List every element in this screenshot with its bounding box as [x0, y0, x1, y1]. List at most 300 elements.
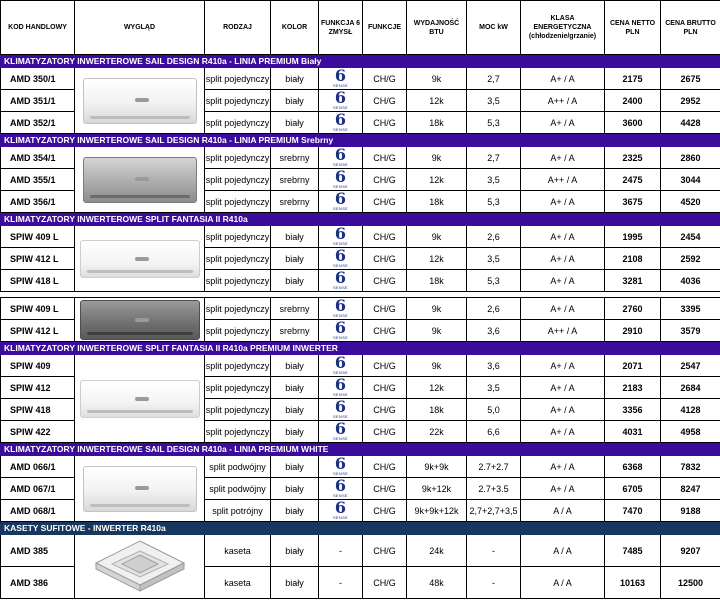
- cell-btu: 48k: [407, 567, 467, 599]
- sixth-sense-tag: SENSE: [332, 335, 349, 340]
- cell-btu: 18k: [407, 399, 467, 421]
- cell-power: 5,3: [467, 191, 521, 213]
- cell-color: biały: [271, 456, 319, 478]
- cell-net-price: 2760: [605, 298, 661, 320]
- sixth-sense-logo-icon: [331, 270, 351, 290]
- cell-color: biały: [271, 248, 319, 270]
- section-header-row: [1, 443, 720, 456]
- sixth-sense-tag: SENSE: [332, 414, 349, 419]
- cell-code: AMD 356/1: [1, 191, 75, 213]
- cell-color: srebrny: [271, 298, 319, 320]
- unit-logo: [135, 486, 149, 490]
- cell-gross-price: 4036: [661, 270, 720, 292]
- sixth-sense-tag: SENSE: [332, 83, 349, 88]
- cell-sixth-sense: [319, 298, 363, 320]
- unit-logo: [135, 98, 149, 102]
- cell-power: 3,5: [467, 377, 521, 399]
- cell-net-price: 3356: [605, 399, 661, 421]
- cell-code: AMD 066/1: [1, 456, 75, 478]
- unit-logo: [135, 397, 149, 401]
- cell-gross-price: 2454: [661, 226, 720, 248]
- sixth-sense-logo-icon: [331, 421, 351, 441]
- sixth-sense-logo-icon: [331, 298, 351, 318]
- table-row: [1, 456, 720, 478]
- unit-vent: [87, 410, 193, 413]
- cell-btu: 12k: [407, 248, 467, 270]
- sixth-sense-number: 6: [334, 455, 347, 473]
- cell-code: SPIW 412 L: [1, 320, 75, 342]
- section-header-row: [1, 213, 720, 226]
- ceiling-cassette-image: [92, 537, 188, 595]
- header-energy-class: KLASA ENERGETYCZNA (chłodzenie/grzanie): [521, 1, 605, 55]
- cell-functions: CH/G: [363, 226, 407, 248]
- header-functions: FUNKCJE: [363, 1, 407, 55]
- cell-gross-price: 2675: [661, 68, 720, 90]
- sixth-sense-logo-icon: [331, 248, 351, 268]
- cell-color: biały: [271, 500, 319, 522]
- sixth-sense-number: 6: [334, 319, 347, 337]
- sixth-sense-tag: SENSE: [332, 263, 349, 268]
- sixth-sense-logo-icon: [331, 377, 351, 397]
- cell-color: biały: [271, 421, 319, 443]
- cell-appearance: [75, 226, 205, 292]
- section-title: KLIMATYZATORY INWERTEROWE SPLIT FANTASIA II R410a PREMIUM INWERTER: [1, 342, 720, 355]
- cell-color: srebrny: [271, 169, 319, 191]
- cell-functions: CH/G: [363, 535, 407, 567]
- cell-sixth-sense: [319, 421, 363, 443]
- table-row: [1, 147, 720, 169]
- cell-energy-class: A+ / A: [521, 399, 605, 421]
- sixth-sense-tag: SENSE: [332, 127, 349, 132]
- cell-gross-price: 4958: [661, 421, 720, 443]
- sixth-sense-logo-icon: [331, 112, 351, 132]
- sixth-sense-tag: SENSE: [332, 493, 349, 498]
- table-header-row: [1, 1, 720, 55]
- cell-functions: CH/G: [363, 478, 407, 500]
- silver-wall-unit-image: [83, 157, 197, 203]
- cell-type: split pojedynczy: [205, 320, 271, 342]
- cell-type: kaseta: [205, 567, 271, 599]
- cell-functions: CH/G: [363, 456, 407, 478]
- sixth-sense-tag: SENSE: [332, 285, 349, 290]
- cell-btu: 18k: [407, 270, 467, 292]
- cell-sixth-sense: -: [319, 567, 363, 599]
- section-header-row: [1, 342, 720, 355]
- cell-type: split podwójny: [205, 456, 271, 478]
- cell-gross-price: 3395: [661, 298, 720, 320]
- cell-power: 6,6: [467, 421, 521, 443]
- cell-code: AMD 350/1: [1, 68, 75, 90]
- cell-btu: 9k+12k: [407, 478, 467, 500]
- sixth-sense-number: 6: [334, 111, 347, 129]
- cell-functions: CH/G: [363, 377, 407, 399]
- cell-gross-price: 7832: [661, 456, 720, 478]
- header-code: KOD HANDLOWY: [1, 1, 75, 55]
- cell-btu: 12k: [407, 169, 467, 191]
- sixth-sense-logo-icon: [331, 320, 351, 340]
- sixth-sense-number: 6: [334, 168, 347, 186]
- sixth-sense-logo-icon: [331, 147, 351, 167]
- cell-functions: CH/G: [363, 248, 407, 270]
- sixth-sense-number: 6: [334, 67, 347, 85]
- cell-sixth-sense: [319, 226, 363, 248]
- cell-code: SPIW 418: [1, 399, 75, 421]
- cell-functions: CH/G: [363, 421, 407, 443]
- cell-gross-price: 9188: [661, 500, 720, 522]
- unit-logo: [135, 177, 149, 181]
- cell-energy-class: A+ / A: [521, 68, 605, 90]
- sixth-sense-number: 6: [334, 499, 347, 517]
- cell-type: split pojedynczy: [205, 68, 271, 90]
- cell-sixth-sense: [319, 377, 363, 399]
- cell-type: split pojedynczy: [205, 90, 271, 112]
- cell-btu: 22k: [407, 421, 467, 443]
- unit-logo: [135, 257, 149, 261]
- sixth-sense-logo-icon: [331, 226, 351, 246]
- table-row: [1, 535, 720, 567]
- cell-power: 3,6: [467, 355, 521, 377]
- cell-code: SPIW 409 L: [1, 226, 75, 248]
- cell-functions: CH/G: [363, 399, 407, 421]
- section-title: KLIMATYZATORY INWERTEROWE SAIL DESIGN R410a - LINIA PREMIUM Srebrny: [1, 134, 720, 147]
- cell-power: 5,0: [467, 399, 521, 421]
- cell-energy-class: A++ / A: [521, 90, 605, 112]
- cell-btu: 12k: [407, 90, 467, 112]
- cell-sixth-sense: [319, 68, 363, 90]
- section-title: KLIMATYZATORY INWERTEROWE SAIL DESIGN R410a - LINIA PREMIUM WHITE: [1, 443, 720, 456]
- cell-type: split pojedynczy: [205, 399, 271, 421]
- cell-energy-class: A++ / A: [521, 320, 605, 342]
- cell-net-price: 2183: [605, 377, 661, 399]
- cell-net-price: 3600: [605, 112, 661, 134]
- header-btu: WYDAJNOŚĆ BTU: [407, 1, 467, 55]
- section-title: KLIMATYZATORY INWERTEROWE SPLIT FANTASIA II R410a: [1, 213, 720, 226]
- sixth-sense-number: 6: [334, 89, 347, 107]
- cell-type: split pojedynczy: [205, 377, 271, 399]
- sixth-sense-tag: SENSE: [332, 184, 349, 189]
- cell-gross-price: 2592: [661, 248, 720, 270]
- table-row: [1, 355, 720, 377]
- white-wall-unit-image: [83, 78, 197, 124]
- cell-power: 3,5: [467, 248, 521, 270]
- cell-energy-class: A+ / A: [521, 456, 605, 478]
- cell-power: 2,7: [467, 68, 521, 90]
- cell-net-price: 10163: [605, 567, 661, 599]
- sixth-sense-tag: SENSE: [332, 392, 349, 397]
- cell-sixth-sense: [319, 478, 363, 500]
- cell-appearance: [75, 298, 205, 342]
- unit-vent: [90, 504, 190, 507]
- cell-net-price: 7470: [605, 500, 661, 522]
- table-row: [1, 226, 720, 248]
- white-fantasia-premium-unit-image: [80, 380, 200, 418]
- cell-sixth-sense: [319, 355, 363, 377]
- cell-btu: 9k: [407, 320, 467, 342]
- cell-power: 3,5: [467, 90, 521, 112]
- sixth-sense-tag: SENSE: [332, 313, 349, 318]
- cell-type: split pojedynczy: [205, 169, 271, 191]
- cell-btu: 18k: [407, 112, 467, 134]
- cell-appearance: [75, 456, 205, 522]
- cell-energy-class: A / A: [521, 567, 605, 599]
- header-sixth-sense: FUNKCJA 6 ZMYSŁ: [319, 1, 363, 55]
- cell-sixth-sense: [319, 399, 363, 421]
- sixth-sense-number: 6: [334, 297, 347, 315]
- cell-energy-class: A+ / A: [521, 478, 605, 500]
- cell-net-price: 7485: [605, 535, 661, 567]
- cell-energy-class: A+ / A: [521, 377, 605, 399]
- sixth-sense-number: 6: [334, 269, 347, 287]
- cell-type: split pojedynczy: [205, 248, 271, 270]
- cell-color: biały: [271, 355, 319, 377]
- cell-energy-class: A / A: [521, 500, 605, 522]
- cell-appearance: [75, 147, 205, 213]
- sixth-sense-tag: SENSE: [332, 162, 349, 167]
- sixth-sense-tag: SENSE: [332, 206, 349, 211]
- sixth-sense-number: 6: [334, 398, 347, 416]
- cell-code: AMD 354/1: [1, 147, 75, 169]
- sixth-sense-number: 6: [334, 376, 347, 394]
- header-net-price: CENA NETTO PLN: [605, 1, 661, 55]
- cell-functions: CH/G: [363, 270, 407, 292]
- cell-type: split pojedynczy: [205, 147, 271, 169]
- table-row: [1, 298, 720, 320]
- sixth-sense-tag: SENSE: [332, 515, 349, 520]
- sixth-sense-tag: SENSE: [332, 241, 349, 246]
- cell-type: split pojedynczy: [205, 112, 271, 134]
- sixth-sense-tag: SENSE: [332, 105, 349, 110]
- cell-net-price: 2108: [605, 248, 661, 270]
- cell-color: biały: [271, 90, 319, 112]
- cell-net-price: 2475: [605, 169, 661, 191]
- cell-code: AMD 385: [1, 535, 75, 567]
- cell-code: SPIW 409 L: [1, 298, 75, 320]
- cell-btu: 9k: [407, 298, 467, 320]
- cell-color: biały: [271, 112, 319, 134]
- cell-code: AMD 068/1: [1, 500, 75, 522]
- cell-btu: 9k: [407, 68, 467, 90]
- cell-color: biały: [271, 535, 319, 567]
- cell-code: AMD 386: [1, 567, 75, 599]
- cell-btu: 18k: [407, 191, 467, 213]
- cell-btu: 24k: [407, 535, 467, 567]
- cell-color: biały: [271, 68, 319, 90]
- sixth-sense-number: 6: [334, 146, 347, 164]
- sixth-sense-number: 6: [334, 420, 347, 438]
- cell-energy-class: A+ / A: [521, 112, 605, 134]
- cell-gross-price: 4428: [661, 112, 720, 134]
- cell-power: 2,7+2,7+3,5: [467, 500, 521, 522]
- cell-net-price: 6368: [605, 456, 661, 478]
- cell-net-price: 2400: [605, 90, 661, 112]
- cell-net-price: 3675: [605, 191, 661, 213]
- sixth-sense-tag: SENSE: [332, 436, 349, 441]
- table-body: [1, 55, 720, 599]
- cell-net-price: 2910: [605, 320, 661, 342]
- cell-power: 5,3: [467, 112, 521, 134]
- cell-code: SPIW 412: [1, 377, 75, 399]
- cell-gross-price: 4520: [661, 191, 720, 213]
- sixth-sense-number: 6: [334, 247, 347, 265]
- unit-logo: [135, 318, 149, 322]
- cell-code: SPIW 422: [1, 421, 75, 443]
- cell-net-price: 2175: [605, 68, 661, 90]
- unit-vent: [87, 270, 193, 273]
- cell-btu: 9k+9k+12k: [407, 500, 467, 522]
- sixth-sense-tag: SENSE: [332, 370, 349, 375]
- cell-functions: CH/G: [363, 355, 407, 377]
- cell-color: biały: [271, 567, 319, 599]
- cell-btu: 9k: [407, 226, 467, 248]
- cell-appearance: [75, 535, 205, 599]
- cell-code: AMD 067/1: [1, 478, 75, 500]
- cell-type: split pojedynczy: [205, 226, 271, 248]
- cell-power: 2,6: [467, 226, 521, 248]
- header-power: MOC kW: [467, 1, 521, 55]
- table-row: [1, 68, 720, 90]
- header-color: KOLOR: [271, 1, 319, 55]
- cell-power: 3,5: [467, 169, 521, 191]
- cell-gross-price: 2952: [661, 90, 720, 112]
- cell-energy-class: A+ / A: [521, 298, 605, 320]
- cell-functions: CH/G: [363, 169, 407, 191]
- cell-appearance: [75, 68, 205, 134]
- cell-color: srebrny: [271, 191, 319, 213]
- cell-sixth-sense: [319, 320, 363, 342]
- unit-vent: [87, 332, 193, 335]
- cell-power: 2,6: [467, 298, 521, 320]
- cell-gross-price: 3044: [661, 169, 720, 191]
- cell-functions: CH/G: [363, 500, 407, 522]
- sixth-sense-logo-icon: [331, 478, 351, 498]
- cell-power: -: [467, 567, 521, 599]
- section-header-row: [1, 55, 720, 68]
- cell-functions: CH/G: [363, 68, 407, 90]
- cell-functions: CH/G: [363, 298, 407, 320]
- sixth-sense-logo-icon: [331, 500, 351, 520]
- cell-type: split pojedynczy: [205, 298, 271, 320]
- cell-type: split podwójny: [205, 478, 271, 500]
- cell-type: split pojedynczy: [205, 270, 271, 292]
- cell-color: srebrny: [271, 320, 319, 342]
- cell-energy-class: A+ / A: [521, 355, 605, 377]
- header-gross-price: CENA BRUTTO PLN: [661, 1, 720, 55]
- cell-color: biały: [271, 226, 319, 248]
- cell-sixth-sense: [319, 90, 363, 112]
- cell-energy-class: A+ / A: [521, 226, 605, 248]
- sixth-sense-number: 6: [334, 225, 347, 243]
- sixth-sense-number: 6: [334, 354, 347, 372]
- cell-energy-class: A / A: [521, 535, 605, 567]
- sixth-sense-logo-icon: [331, 456, 351, 476]
- cell-gross-price: 2860: [661, 147, 720, 169]
- gray-fantasia-unit-image: [80, 300, 200, 340]
- cell-color: biały: [271, 399, 319, 421]
- sixth-sense-number: 6: [334, 477, 347, 495]
- cell-btu: 12k: [407, 377, 467, 399]
- cell-functions: CH/G: [363, 147, 407, 169]
- section-title: KLIMATYZATORY INWERTEROWE SAIL DESIGN R410a - LINIA PREMIUM Biały: [1, 55, 720, 68]
- cell-energy-class: A+ / A: [521, 248, 605, 270]
- cell-code: SPIW 418 L: [1, 270, 75, 292]
- cell-sixth-sense: [319, 500, 363, 522]
- cell-sixth-sense: -: [319, 535, 363, 567]
- cell-sixth-sense: [319, 112, 363, 134]
- cell-type: split pojedynczy: [205, 191, 271, 213]
- cell-color: biały: [271, 270, 319, 292]
- cell-code: SPIW 409: [1, 355, 75, 377]
- cell-functions: CH/G: [363, 191, 407, 213]
- cell-net-price: 1995: [605, 226, 661, 248]
- cell-net-price: 2325: [605, 147, 661, 169]
- cell-power: 2.7+2.7: [467, 456, 521, 478]
- cell-code: AMD 355/1: [1, 169, 75, 191]
- cell-functions: CH/G: [363, 112, 407, 134]
- cell-appearance: [75, 355, 205, 443]
- cell-net-price: 6705: [605, 478, 661, 500]
- section-title: KASETY SUFITOWE - INWERTER R410a: [1, 522, 720, 535]
- unit-vent: [90, 116, 190, 119]
- cell-sixth-sense: [319, 456, 363, 478]
- cell-functions: CH/G: [363, 320, 407, 342]
- cell-energy-class: A+ / A: [521, 191, 605, 213]
- cell-type: kaseta: [205, 535, 271, 567]
- cell-sixth-sense: [319, 191, 363, 213]
- cell-gross-price: 8247: [661, 478, 720, 500]
- cell-net-price: 2071: [605, 355, 661, 377]
- cell-energy-class: A+ / A: [521, 147, 605, 169]
- cell-sixth-sense: [319, 169, 363, 191]
- cell-type: split potrójny: [205, 500, 271, 522]
- cell-type: split pojedynczy: [205, 355, 271, 377]
- cell-btu: 9k+9k: [407, 456, 467, 478]
- cell-power: 5,3: [467, 270, 521, 292]
- cell-net-price: 3281: [605, 270, 661, 292]
- cell-sixth-sense: [319, 248, 363, 270]
- header-appearance: WYGLĄD: [75, 1, 205, 55]
- cell-sixth-sense: [319, 147, 363, 169]
- cell-energy-class: A+ / A: [521, 270, 605, 292]
- cell-type: split pojedynczy: [205, 421, 271, 443]
- cell-power: 2,7: [467, 147, 521, 169]
- cell-gross-price: 2547: [661, 355, 720, 377]
- white-multi-split-unit-image: [83, 466, 197, 512]
- cell-functions: CH/G: [363, 90, 407, 112]
- cell-color: biały: [271, 478, 319, 500]
- cell-net-price: 4031: [605, 421, 661, 443]
- cell-power: -: [467, 535, 521, 567]
- sixth-sense-logo-icon: [331, 169, 351, 189]
- cell-energy-class: A+ / A: [521, 421, 605, 443]
- cell-energy-class: A++ / A: [521, 169, 605, 191]
- cell-power: 2.7+3.5: [467, 478, 521, 500]
- cell-code: SPIW 412 L: [1, 248, 75, 270]
- cell-gross-price: 2684: [661, 377, 720, 399]
- cell-code: AMD 351/1: [1, 90, 75, 112]
- header-type: RODZAJ: [205, 1, 271, 55]
- cell-gross-price: 3579: [661, 320, 720, 342]
- cell-btu: 9k: [407, 355, 467, 377]
- sixth-sense-logo-icon: [331, 355, 351, 375]
- sixth-sense-logo-icon: [331, 399, 351, 419]
- section-header-row: [1, 134, 720, 147]
- cell-power: 3,6: [467, 320, 521, 342]
- white-fantasia-unit-image: [80, 240, 200, 278]
- cell-color: biały: [271, 377, 319, 399]
- cell-sixth-sense: [319, 270, 363, 292]
- cell-functions: CH/G: [363, 567, 407, 599]
- unit-vent: [90, 195, 190, 198]
